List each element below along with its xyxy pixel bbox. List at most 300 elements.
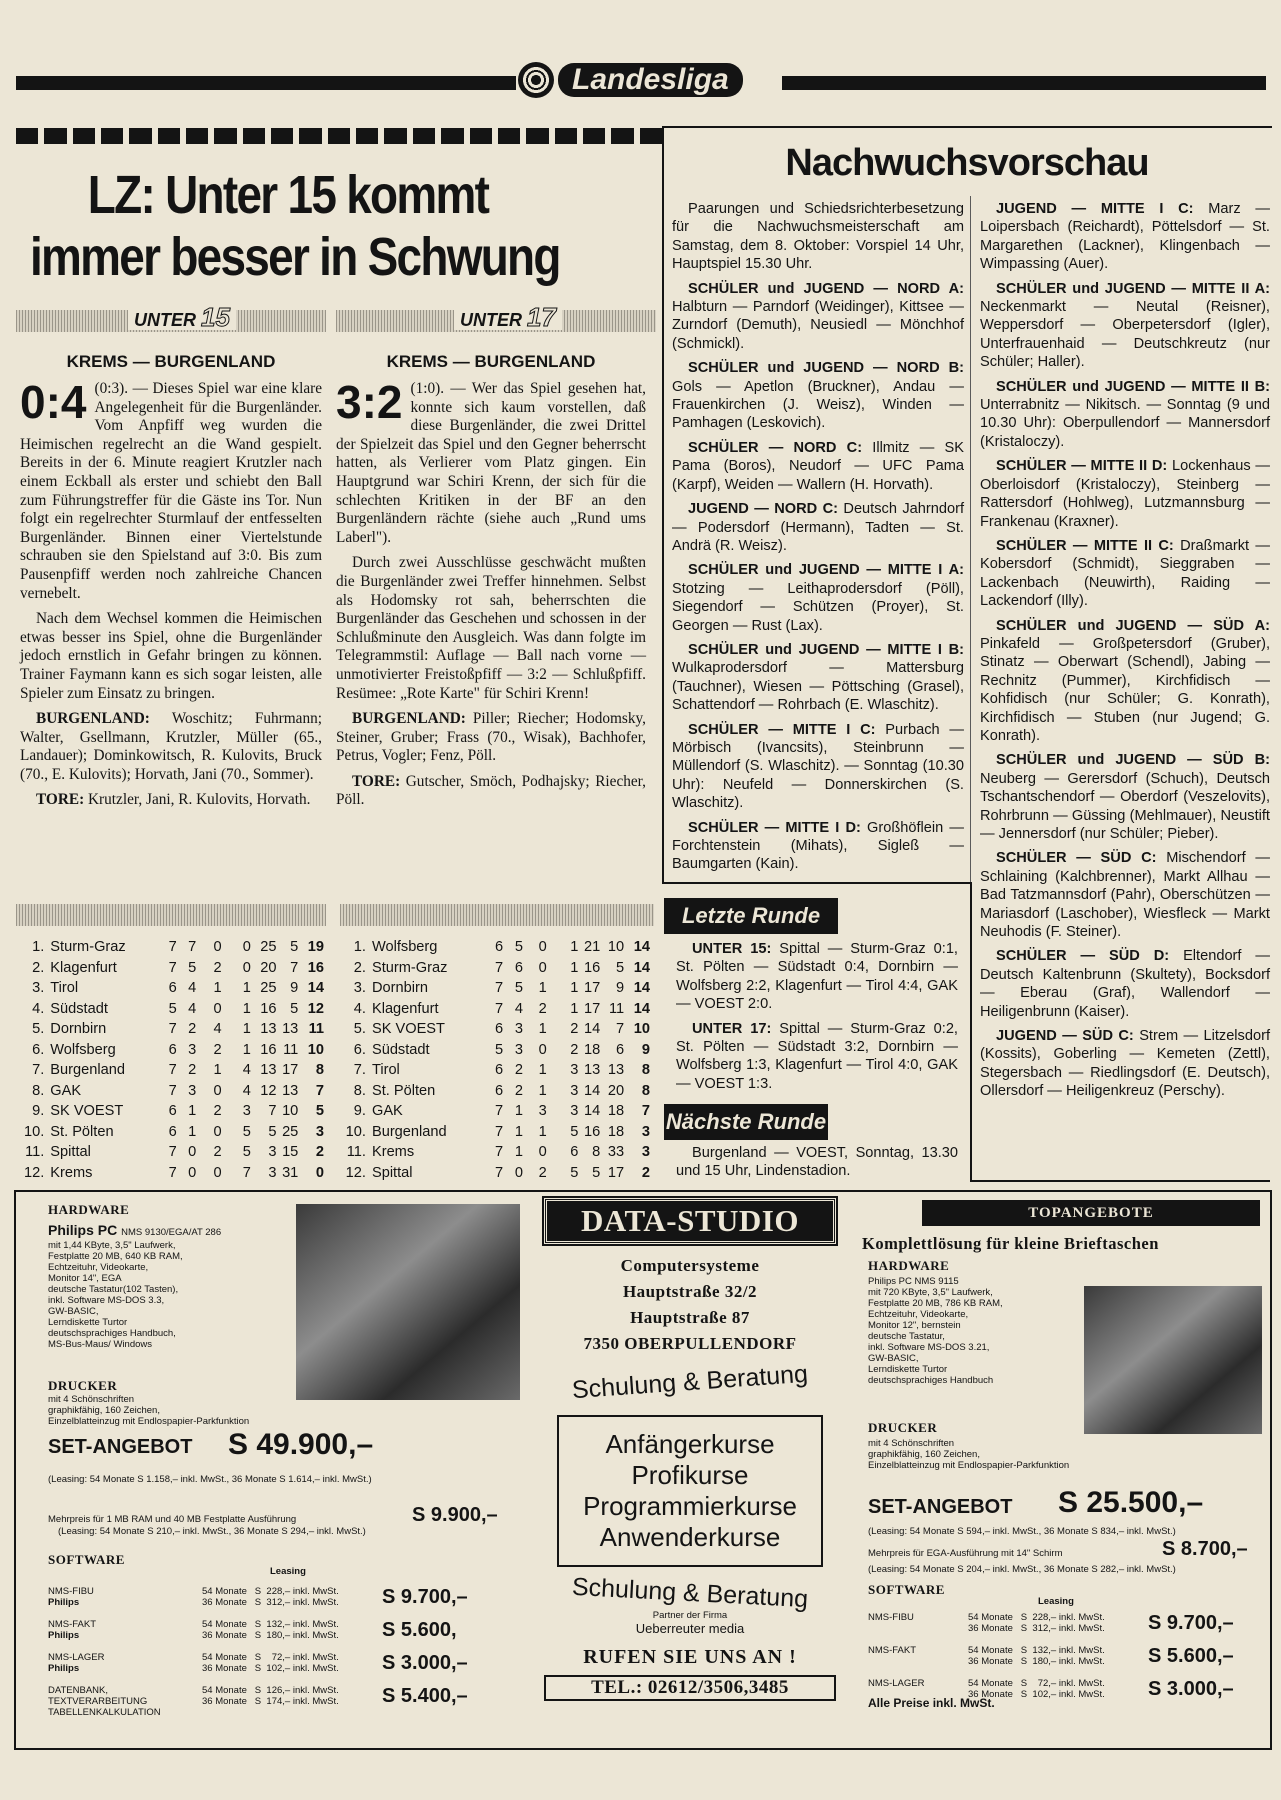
spec-line: GW-BASIC, (48, 1306, 99, 1317)
article-headline (30, 164, 670, 288)
standings-cell: 4 (242, 1082, 251, 1099)
spec-line: Lerndiskette Turtor (48, 1317, 128, 1328)
standings-cell: 11 (283, 1041, 299, 1058)
standings-cell: 16 (307, 959, 324, 976)
u15-standings-table (24, 937, 324, 1183)
standings-row (24, 1163, 324, 1184)
fixture-entry: SCHÜLER und JUGEND — SÜD B: Neuberg — Gerersdorf (Schuch), Deutsch Tschantschendorf — Oberdorf (Veszelovits), Rohrbrunn — Güssing (Mehlmauer), Neustift — Jennersdorf (nur Schüler; Pieber). (980, 752, 1270, 842)
team-name: Klagenfurt (50, 959, 117, 976)
standings-cell: 4 (188, 1000, 197, 1017)
u17-standings-table (344, 937, 650, 1183)
team-name: Dornbirn (371, 980, 428, 997)
standings-cell: 1. (32, 939, 45, 956)
standings-cell: 0 (538, 1144, 547, 1161)
standings-cell: 3. (353, 980, 366, 997)
ad-left-software: SOFTWARE (48, 1552, 125, 1567)
standings-cell: 25 (260, 939, 277, 956)
software-item: NMS-FAKT Philips 54 Monate S 132,– inkl. MwSt. 36 Monate S 180,– inkl. MwSt. S 5.600, (48, 1619, 457, 1641)
team-name: Sturm-Graz (371, 959, 448, 976)
fixture-entry: SCHÜLER — SÜD D: Eltendorf — Deutsch Kaltenbrunn (Skultety), Bocksdorf — Eberau (Graf), Wallendorf — Heiligenbrunn (Kaiser). (980, 948, 1270, 1020)
standings-cell: 0 (514, 1164, 523, 1181)
ad-left (24, 1198, 524, 1744)
u15-score: 0:4 (20, 376, 87, 428)
spec-line: Einzelblatteinzug mit Endlospapier-Parkfunktion (48, 1416, 250, 1427)
standings-cell: 8 (641, 1062, 650, 1079)
standings-cell: 11 (308, 1021, 324, 1038)
vorschau-bottom-rule (970, 1180, 1270, 1182)
u17-badge-label: UNTER 17 (454, 310, 562, 330)
ad-mid-addr2: Hauptstraße 87 (630, 1308, 750, 1327)
standings-cell: 4. (32, 1000, 45, 1017)
standings-cell: 6 (615, 1041, 625, 1058)
standings-cell: 1 (538, 1082, 547, 1099)
spec-line: Festplatte 20 MB, 786 KB RAM, (868, 1298, 1003, 1309)
u15-table-bar (16, 904, 326, 926)
spec-line: Echtzeituhr, Videokarte, (48, 1262, 149, 1273)
team-name: Sturm-Graz (50, 939, 126, 956)
u15-teams: KREMS — BURGENLAND (66, 352, 276, 371)
standings-cell: 1 (570, 1000, 579, 1017)
u15-report: KREMS — BURGENLAND 0:4 (0:3). — Dieses Spiel war eine klare Angelegenheit für die Burgenländer. Vom Anpfiff weg wurden die Heimischen regelrecht an die Wand gespielt. Bereits in der 6. Minute reagiert Krutzler nach einem Eckball als erster und schiebt den Ball zum Führungstreffer für die Gäste ins Tor. Nun folgt ein regelrechter Sturmlauf der entfesselten Burgenländer. Binnen einer Viertelstunde schrauben sie den Spielstand auf 3:0. Bis zum Pausenpfiff werden noch zahlreiche Chancen vernebelt. Nach dem Wechsel kommen die Heimischen etwas besser ins Spiel, ohne die Burgenländer jedoch ernstlich in Gefahr bringen zu können. Trainer Faymann kann es sich sogar leisten, alle Spieler zum Einsatz zu bringen. BURGENLAND: Woschitz; Fuhrmann; Walter, Gsellmann, Krutzler, Müller (65., Landauer); Dominkowitsch, R. Kulovits, Bruck (70., E. Kulovits); Horvath, Jani (70., Sommer). TORE: Krutzler, Jani, R. Kulovits, Horvath. (20, 352, 322, 809)
standings-cell: 1 (188, 1103, 197, 1120)
ad-middle (544, 1196, 836, 1744)
ad-mid-sub: Computersysteme (620, 1256, 760, 1275)
standings-row (344, 1101, 650, 1122)
standings-cell: 6. (32, 1041, 45, 1058)
standings-cell: 2 (641, 1164, 650, 1181)
spec-line: inkl. Software MS-DOS 3.21, (868, 1342, 990, 1353)
standings-row (24, 1142, 324, 1163)
standings-cell: 19 (307, 939, 324, 956)
standings-cell: 3 (242, 1103, 251, 1120)
standings-cell: 5 (570, 1164, 579, 1181)
team-name: SK VOEST (371, 1021, 445, 1038)
standings-cell: 33 (607, 1144, 625, 1161)
ad-left-leasing-hdr: Leasing (270, 1566, 306, 1577)
standings-cell: 2 (213, 959, 222, 976)
standings-cell: 17 (607, 1164, 625, 1181)
ad-left-mehr-price: S 9.900,– (412, 1504, 498, 1526)
standings-cell: 13 (583, 1062, 601, 1079)
standings-row (344, 999, 650, 1020)
ad-right-top: TOPANGEBOTE (922, 1200, 1260, 1226)
ad-left-leasing: (Leasing: 54 Monate S 1.158,– inkl. MwSt., 36 Monate S 1.614,– inkl. MwSt.) (48, 1474, 372, 1485)
standings-cell: 6 (168, 980, 177, 997)
standings-cell: 7 (290, 959, 299, 976)
standings-cell: 3 (570, 1062, 579, 1079)
ad-mid-partner: Partner der Firma (652, 1610, 728, 1621)
standings-cell: 16 (260, 1041, 277, 1058)
standings-cell: 8. (353, 1082, 366, 1099)
course-3: Programmierkurse (583, 1491, 797, 1521)
standings-row (24, 937, 324, 958)
u15-paragraph-2: Nach dem Wechsel kommen die Heimischen etwas besser ins Spiel, ohne die Burgenländer jedoch ernstlich in Gefahr bringen zu können. Trainer Faymann kann es sich sogar leisten, alle Spieler zum Einsatz zu bringen. (20, 610, 322, 702)
standings-cell: 2 (315, 1144, 324, 1161)
standings-cell: 13 (260, 1021, 277, 1038)
standings-row (344, 958, 650, 979)
standings-cell: 7 (268, 1103, 277, 1120)
standings-cell: 1 (538, 1062, 547, 1079)
standings-cell: 5. (32, 1021, 45, 1038)
standings-cell: 1 (514, 1123, 523, 1140)
standings-cell: 14 (307, 980, 324, 997)
spec-line: deutsche Tastatur, (868, 1331, 945, 1342)
standings-cell: 1 (570, 959, 579, 976)
ad-right-mehr-leasing: (Leasing: 54 Monate S 204,– inkl. MwSt., 36 Monate S 282,– inkl. MwSt.) (868, 1564, 1176, 1575)
standings-cell: 3. (32, 980, 45, 997)
standings-cell: 13 (282, 1082, 299, 1099)
standings-cell: 2 (514, 1082, 523, 1099)
standings-cell: 3 (315, 1123, 324, 1140)
fixture-entry: SCHÜLER — MITTE II C: Draßmarkt — Kobersdorf (Schmidt), Sieggraben — Lackenbach (Neuwirth), Raiding — Lackendorf (Illy). (980, 537, 1270, 610)
standings-cell: 16 (583, 959, 601, 976)
spec-line: Einzelblatteinzug mit Endlospapier-Parkfunktion (868, 1460, 1070, 1471)
team-name: Wolfsberg (50, 1041, 116, 1058)
spec-line: Philips PC NMS 9115 (868, 1276, 959, 1287)
standings-cell: 0 (538, 959, 547, 976)
standings-cell: 6. (353, 1041, 366, 1058)
standings-cell: 25 (260, 980, 277, 997)
standings-cell: 7 (168, 1082, 177, 1099)
team-name: Spittal (371, 1164, 413, 1181)
vorschau-frame-left (662, 126, 664, 884)
spec-line: Echtzeituhr, Videokarte, (868, 1309, 969, 1320)
spec-line: inkl. Software MS-DOS 3.3, (48, 1295, 165, 1306)
section-title: Landesliga (558, 63, 743, 97)
standings-row (24, 999, 324, 1020)
standings-cell: 12 (260, 1082, 277, 1099)
standings-cell: 2 (538, 1164, 547, 1181)
standings-cell: 9. (353, 1103, 366, 1120)
team-name: Spittal (50, 1144, 91, 1161)
standings-cell: 11. (25, 1144, 45, 1161)
standings-cell: 4 (514, 1000, 523, 1017)
standings-cell: 4 (213, 1021, 222, 1038)
standings-cell: 5 (242, 1123, 251, 1140)
standings-cell: 1 (514, 1144, 523, 1161)
fixture-entry: SCHÜLER und JUGEND — SÜD A: Pinkafeld — Großpetersdorf (Gruber), Stinatz — Oberwart (Schendl), Jabing — Rechnitz (Pummer), Kirchfidisch — Kohfidisch (nur Schüler; G. Konrath), Kirchfidisch — Stuben (nur Jugend; G. Konrath). (980, 617, 1270, 744)
u17-standings (344, 937, 650, 1183)
fixture-entry: SCHÜLER — NORD C: Illmitz — SK Pama (Boros), Neudorf — UFC Pama (Karpf), Weiden — Wallern (H. Horvath). (672, 439, 964, 493)
standings-cell: 5 (242, 1144, 251, 1161)
spec-line: graphikfähig, 160 Zeichen, (48, 1405, 160, 1416)
spec-line: mit 4 Schönschriften (868, 1438, 955, 1449)
standings-cell: 10 (282, 1103, 299, 1120)
ad-right-software: SOFTWARE (868, 1582, 945, 1597)
standings-cell: 16 (583, 1123, 601, 1140)
standings-cell: 0 (213, 1082, 222, 1099)
fixture-entry: JUGEND — MITTE I C: Marz — Loipersbach (Reichardt), Pöttelsdorf — St. Margarethen (Lackner), Klingenbach — Wimpassing (Auer). (980, 201, 1270, 273)
ad-left-model: Philips PC NMS 9130/EGA/AT 286 (48, 1222, 222, 1238)
ad-right-photo (1084, 1286, 1262, 1434)
team-name: Tirol (50, 980, 79, 997)
standings-cell: 4. (353, 1000, 366, 1017)
vorschau-frame-top (662, 126, 1272, 128)
ad-right-drucker: DRUCKER (868, 1420, 938, 1435)
standings-cell: 6 (495, 1021, 504, 1038)
standings-cell: 7 (168, 1144, 177, 1161)
ad-right-hardware: HARDWARE (868, 1258, 950, 1273)
standings-cell: 5 (290, 1000, 299, 1017)
standings-cell: 5 (570, 1123, 579, 1140)
team-name: GAK (50, 1082, 82, 1099)
fixture-entry: SCHÜLER und JUGEND — NORD B: Gols — Apetlon (Bruckner), Andau — Frauenkirchen (J. Weisz), Winden — Pamhagen (Leskovich). (672, 360, 964, 432)
ad-right-footer: Alle Preise inkl. MwSt. (868, 1696, 995, 1710)
standings-cell: 6 (514, 959, 523, 976)
fixture-entry: SCHÜLER und JUGEND — MITTE II B: Unterrabnitz — Nikitsch. — Sonntag (9 und 10.30 Uhr): Oberpullendorf — Mannersdorf (Kristaloczy). (980, 378, 1270, 450)
team-name: Krems (371, 1144, 415, 1161)
standings-cell: 5 (290, 939, 299, 956)
team-name: Krems (50, 1164, 93, 1181)
standings-cell: 2 (538, 1000, 547, 1017)
ad-mid-schulung-bottom: Schulung & Beratung (571, 1572, 809, 1614)
standings-cell: 7 (495, 1103, 504, 1120)
headline-line-1: LZ: Unter 15 kommt (87, 165, 489, 225)
standings-cell: 0 (188, 1144, 197, 1161)
letzte-runde-results (676, 940, 958, 1099)
standings-cell: 14 (633, 959, 650, 976)
spec-line: mit 4 Schönschriften (48, 1394, 135, 1405)
standings-cell: 13 (607, 1062, 625, 1079)
vorschau-inner-frame-v (970, 882, 972, 1182)
ad-left-specs (48, 1240, 308, 1350)
standings-cell: 6 (168, 1123, 177, 1140)
standings-cell: 3 (641, 1123, 650, 1140)
standings-cell: 11 (608, 1000, 625, 1017)
standings-row (24, 1019, 324, 1040)
letzte-runde-title: Letzte Runde (664, 898, 838, 934)
standings-cell: 7 (315, 1082, 324, 1099)
standings-cell: 2 (188, 1021, 197, 1038)
standings-cell: 2 (570, 1041, 579, 1058)
standings-row (24, 1040, 324, 1061)
standings-cell: 3 (641, 1144, 650, 1161)
standings-cell: 10 (307, 1041, 324, 1058)
ad-right-headline: Komplettlösung für kleine Brieftaschen (862, 1234, 1159, 1253)
standings-cell: 14 (633, 1000, 650, 1017)
team-name: Burgenland (50, 1062, 125, 1079)
standings-cell: 7 (495, 980, 504, 997)
ad-right-leasing-hdr: Leasing (1038, 1596, 1074, 1607)
standings-cell: 8 (641, 1082, 650, 1099)
spec-line: GW-BASIC, (868, 1353, 919, 1364)
team-name: SK VOEST (50, 1103, 124, 1120)
standings-cell: 6 (168, 1041, 177, 1058)
standings-cell: 11. (346, 1144, 366, 1161)
u17-report: KREMS — BURGENLAND 3:2 (1:0). — Wer das Spiel gesehen hat, konnte sich kaum vorstellen, daß diese Burgenländer, die zwei Drittel der Spielzeit das Spiel und den Gegner beherrscht hatten, als Verlierer vom Platz gingen. Ein Hauptgrund war Schiri Krenn, der sich für die schlechten Kritiken in der BF an den Burgenländern rächte (siehe auch „Rund ums Laberl"). Durch zwei Ausschlüsse geschwächt mußten die Burgenländer zwei Treffer hinnehmen. Selbst als Hodomsky rot sah, beherrschten die Burgenländer das Geschehen und schossen in der Schlußminute den Ausgleich. Was dann folgte im Telegrammstil: Auflage — Ball nach vorne — unmotivierter Freistoßpfiff — 3:2 — Schlußpfiff. Resümee: „Rote Karte" für Schiri Krenn! BURGENLAND: Piller; Riecher; Hodomsky, Steiner, Gruber; Frass (70., Wisak), Bachhofer, Petrus, Vogler; Fenz, Pöll. TORE: Gutscher, Smöch, Podhajsky; Riecher, Pöll. (336, 352, 647, 809)
fixture-entry: JUGEND — SÜD C: Strem — Litzelsdorf (Kossits), Goberling — Kemeten (Zettl), Stegersbach — Riedlingsdorf (E. Deutsch), Ollersdorf — Heiligenkreuz (Perschy). (980, 1028, 1270, 1100)
ad-mid-call: RUFEN SIE UNS AN ! (583, 1646, 797, 1668)
standings-cell: 13 (282, 1021, 299, 1038)
team-name: Wolfsberg (371, 939, 438, 956)
spec-line: Monitor 14", EGA (48, 1273, 122, 1284)
standings-cell: 3 (188, 1082, 197, 1099)
standings-cell: 5 (268, 1123, 277, 1140)
headline-line-2: immer besser in Schwung (30, 227, 560, 287)
standings-cell: 0 (213, 939, 222, 956)
ad-right-leasing: (Leasing: 54 Monate S 594,– inkl. MwSt., 36 Monate S 834,– inkl. MwSt.) (868, 1526, 1176, 1537)
fixture-entry: UNTER 17: Spittal — Sturm-Graz 0:2, St. Pölten — Südstadt 3:2, Dornbirn — Wolfsberg 1:3, Klagenfurt — Tirol 4:0, GAK — VOEST 1:3. (676, 1020, 958, 1092)
vorschau-title: Nachwuchsvorschau (785, 142, 1149, 184)
ad-mid-partner2: Ueberreuter media (635, 1621, 745, 1636)
u15-badge-label: UNTER 15 (128, 310, 236, 330)
standings-cell: 9 (290, 980, 299, 997)
standings-cell: 1 (538, 980, 547, 997)
standings-row (24, 1101, 324, 1122)
standings-row (24, 1122, 324, 1143)
course-4: Anwenderkurse (599, 1522, 781, 1552)
standings-cell: 7. (353, 1062, 366, 1079)
u17-table-bar (340, 904, 654, 926)
standings-cell: 7 (495, 1123, 504, 1140)
header-rule-right (782, 76, 1266, 90)
standings-cell: 5 (514, 939, 523, 956)
ad-mid-schulung-top: Schulung & Beratung (571, 1359, 809, 1405)
spec-line: Festplatte 20 MB, 640 KB RAM, (48, 1251, 183, 1262)
standings-cell: 2 (188, 1062, 197, 1079)
spec-line: deutsche Tastatur(102 Tasten), (48, 1284, 179, 1295)
standings-cell: 20 (607, 1082, 625, 1099)
vorschau-left-column (672, 200, 964, 880)
team-name: Klagenfurt (371, 1000, 439, 1017)
standings-cell: 18 (583, 1041, 601, 1058)
standings-cell: 7 (168, 1164, 177, 1181)
ad-right-specs (868, 1276, 1088, 1386)
standings-cell: 2 (570, 1021, 579, 1038)
software-item: DATENBANK, TEXTVERARBEITUNG TABELLENKALKULATION 54 Monate S 126,– inkl. MwSt. 36 Monate S 174,– inkl. MwSt. S 5.400,– (48, 1685, 468, 1718)
ad-right-drucker-specs (868, 1438, 1148, 1471)
standings-cell: 2 (213, 1041, 222, 1058)
standings-cell: 6 (168, 1103, 177, 1120)
team-name: St. Pölten (50, 1123, 114, 1140)
standings-cell: 3 (538, 1103, 547, 1120)
fixture-entry: SCHÜLER und JUGEND — MITTE II A: Neckenmarkt — Neutal (Reisner), Weppersdorf — Oberpetersdorf (Igler), Unterfrauenhaid — Deutschkreutz (nur Schüler; Haller). (980, 280, 1270, 371)
standings-cell: 1 (570, 939, 579, 956)
standings-cell: 7 (495, 1164, 504, 1181)
fixture-entry: JUGEND — NORD C: Deutsch Jahrndorf — Podersdorf (Hermann), Tadten — St. Andrä (R. Weisz). (672, 501, 965, 554)
standings-cell: 16 (260, 1000, 277, 1017)
standings-cell: 5 (514, 980, 523, 997)
standings-row (344, 1142, 650, 1163)
standings-cell: 15 (282, 1144, 299, 1161)
course-2: Profikurse (631, 1460, 749, 1490)
article-top-rule (16, 128, 662, 144)
standings-row (24, 1081, 324, 1102)
standings-cell: 3 (514, 1021, 523, 1038)
ad-left-set: SET-ANGEBOT (48, 1436, 193, 1458)
ad-left-mehr-leasing: (Leasing: 54 Monate S 210,– inkl. MwSt., 36 Monate S 294,– inkl. MwSt.) (58, 1526, 366, 1537)
ad-right-set: SET-ANGEBOT (868, 1496, 1013, 1518)
standings-row (24, 978, 324, 999)
standings-cell: 17 (583, 1000, 601, 1017)
u17-badge (454, 302, 562, 333)
standings-cell: 2. (353, 959, 366, 976)
standings-cell: 14 (633, 939, 650, 956)
standings-cell: 9 (615, 980, 625, 997)
ad-mid-name: DATA-STUDIO (544, 1198, 836, 1244)
standings-cell: 1 (570, 980, 579, 997)
u17-score: 3:2 (336, 376, 403, 428)
standings-cell: 5 (592, 1164, 601, 1181)
standings-cell: 1 (242, 1021, 251, 1038)
standings-cell: 2 (213, 1144, 222, 1161)
standings-cell: 5 (168, 1000, 177, 1017)
ad-left-mehr: Mehrpreis für 1 MB RAM und 40 MB Festplatte Ausführung (48, 1514, 297, 1525)
fixture-entry: SCHÜLER — MITTE I C: Purbach — Mörbisch (Ivancsits), Steinbrunn — Müllendorf (S. Wlaschitz). — Sonntag (10.30 Uhr): Neufeld — Donnerskirchen (S. Wlaschitz). (672, 721, 964, 812)
standings-cell: 1 (242, 1041, 251, 1058)
standings-cell: 7 (242, 1164, 251, 1181)
standings-cell: 10 (633, 1021, 650, 1038)
ad-mid-city: 7350 OBERPULLENDORF (583, 1334, 797, 1353)
standings-cell: 21 (583, 939, 601, 956)
standings-row (344, 1040, 650, 1061)
standings-cell: 7 (188, 939, 197, 956)
fixture-entry: Paarungen und Schiedsrichterbesetzung für die Nachwuchsmeisterschaft am Samstag, dem 8. Oktober: Vorspiel 14 Uhr, Hauptspiel 15.30 Uhr. (672, 201, 964, 273)
u15-paragraph-1: (0:3). — Dieses Spiel war eine klare Angelegenheit für die Burgenländer. Vom Anpfiff weg wurden die Heimischen regelrecht an die Wand gespielt. Bereits in der 6. Minute reagiert Krutzler nach einem Eckball als erster und schiebt den Ball zum Führungstreffer für die Gäste ins Tor. Nun folgt ein regelrechter Sturmlauf der entfesselten Burgenländer. Binnen einer Viertelstunde schrauben sie den Spielstand auf 3:0. Bis zum Pausenpfiff werden noch zahlreiche Chancen vernebelt. (20, 380, 322, 602)
ad-left-set-price: S 49.900,– (228, 1428, 374, 1461)
team-name: St. Pölten (371, 1082, 436, 1099)
header-rule-left (16, 76, 516, 90)
ad-left-software-list (48, 1586, 524, 1728)
standings-cell: 7 (495, 959, 504, 976)
standings-cell: 3 (570, 1082, 579, 1099)
standings-cell: 17 (583, 980, 601, 997)
standings-cell: 0 (213, 1123, 222, 1140)
u17-lineup: Piller; Riecher; Hodomsky, Steiner, Gruber; Frass (70., Wisak), Bachhofer, Petrus, Vogler; Fenz, Pöll. (336, 710, 647, 765)
standings-cell: 9. (32, 1103, 45, 1120)
standings-cell: 8 (592, 1144, 601, 1161)
standings-cell: 0 (213, 1164, 222, 1181)
standings-cell: 1 (188, 1123, 197, 1140)
standings-cell: 0 (242, 959, 251, 976)
u15-goals: Krutzler, Jani, R. Kulovits, Horvath. (88, 791, 311, 809)
standings-cell: 31 (282, 1164, 299, 1181)
standings-cell: 3 (268, 1144, 277, 1161)
standings-cell: 5 (188, 959, 197, 976)
fixture-entry: UNTER 15: Spittal — Sturm-Graz 0:1, St. Pölten — Südstadt 0:4, Dornbirn — Wolfsberg 2:2, Klagenfurt — Tirol 4:4, GAK — VOEST 2:0. (676, 941, 958, 1013)
u17-paragraph-1: (1:0). — Wer das Spiel gesehen hat, konnte sich kaum vorstellen, daß diese Burgenländer, die zwei Drittel der Spielzeit das Spiel und den Gegner beherrscht hatten, als Verlierer vom Platz gingen. Ein Hauptgrund war Schiri Krenn, der sich für die schlechten Kritiken in der BF an den Burgenländern rächte (siehe auch „Rund ums Laberl"). (336, 380, 646, 546)
standings-cell: 7. (32, 1062, 45, 1079)
team-name: GAK (371, 1103, 403, 1120)
standings-cell: 14 (583, 1021, 601, 1038)
ad-left-drucker: DRUCKER (48, 1378, 118, 1393)
standings-cell: 7 (168, 1021, 177, 1038)
course-1: Anfängerkurse (605, 1429, 775, 1459)
standings-cell: 3 (268, 1164, 277, 1181)
spec-line: mit 1,44 KByte, 3,5" Laufwerk, (48, 1240, 176, 1251)
standings-cell: 3 (570, 1103, 579, 1120)
software-item: NMS-LAGER Philips 54 Monate S 72,– inkl. MwSt. 36 Monate S 102,– inkl. MwSt. S 3.000,– (48, 1652, 468, 1674)
spec-line: mit 720 KByte, 3,5" Laufwerk, (868, 1287, 993, 1298)
ad-mid-addr1: Hauptstraße 32/2 (622, 1282, 758, 1301)
standings-cell: 3 (188, 1041, 197, 1058)
standings-cell: 6 (495, 1062, 504, 1079)
ad-left-hardware: HARDWARE (48, 1202, 130, 1217)
standings-cell: 1 (538, 1123, 547, 1140)
vorschau-inner-frame (662, 882, 972, 884)
team-name: Südstadt (50, 1000, 108, 1017)
standings-cell: 18 (607, 1123, 625, 1140)
standings-cell: 2 (514, 1062, 523, 1079)
u17-paragraph-2: Durch zwei Ausschlüsse geschwächt mußten die Burgenländer zwei Treffer hinnehmen. Selbst als Hodomsky rot sah, beherrschten die Burgenländer das Geschehen und schossen in der Schlußminute den Ausgleich. Was dann folgte im Telegrammstil: Auflage — Ball nach vorne — unmotivierter Freistoßpfiff — 3:2 — Schlußpfiff. Resümee: „Rote Karte" für Schiri Krenn! (336, 554, 646, 702)
standings-cell: 20 (260, 959, 277, 976)
team-name: Burgenland (371, 1123, 447, 1140)
standings-cell: 0 (213, 1000, 222, 1017)
standings-cell: 6 (495, 939, 504, 956)
standings-cell: 8 (315, 1062, 324, 1079)
standings-cell: 6 (495, 1082, 504, 1099)
fixture-entry: SCHÜLER — SÜD C: Mischendorf — Schlaining (Kalchbrenner), Markt Allhau — Bad Tatzmannsdorf (Pahr), Oberschützen — Mariasdorf (Laschober), Wiesfleck — Markt Neuhodis (F. Steiner). (980, 850, 1270, 941)
